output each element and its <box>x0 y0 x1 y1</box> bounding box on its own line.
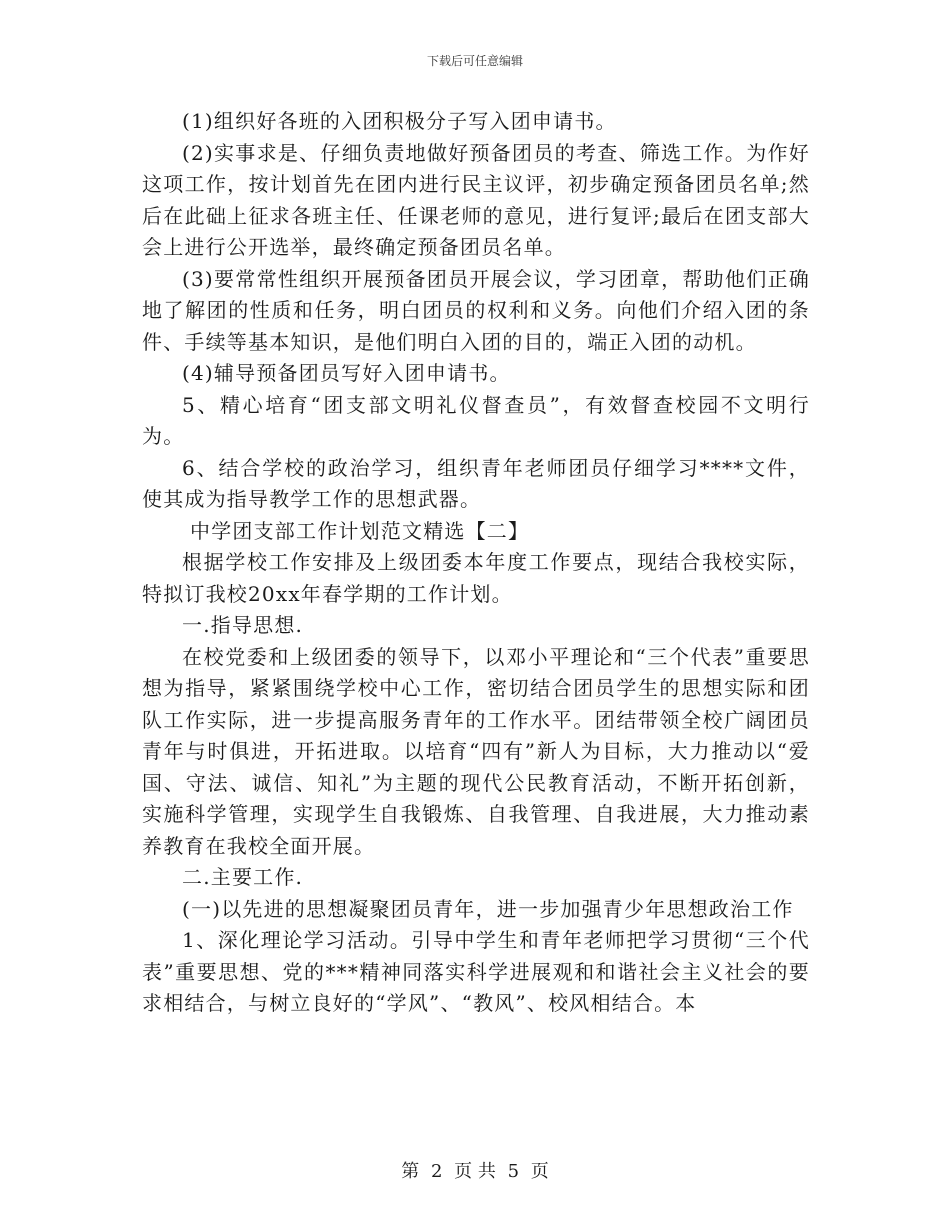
section-heading: 一.指导思想. <box>182 613 304 637</box>
paragraph: 根据学校工作安排及上级团委本年度工作要点，现结合我校实际，特拟订我校20xx年春学期的工作计划。 <box>142 550 810 606</box>
paragraph: 6、结合学校的政治学习，组织青年老师团员仔细学习****文件，使其成为指导教学工作的思想武器。 <box>142 455 810 511</box>
paragraph: (一)以先进的思想凝聚团员青年，进一步加强青少年思想政治工作 <box>182 896 794 921</box>
paragraph: 1、深化理论学习活动。引导中学生和青年老师把学习贯彻“三个代表”重要思想、党的***精神同落实科学进展观和和谐社会主义社会的要求相结合，与树立良好的“学风”、“教风”、校风相结合。本 <box>142 928 810 1015</box>
header-note: 下载后可任意编辑 <box>426 54 523 68</box>
page-footer <box>0 1157 950 1183</box>
paragraph: (2)实事求是、仔细负责地做好预备团员的考查、筛选工作。为作好这项工作，按计划首先在团内进行民主议评，初步确定预备团员名单;然后在此础上征求各班主任、任课老师的意见，进行复评;最后在团支部大会上进行公开选举，最终确定预备团员名单。 <box>142 140 810 259</box>
page-header <box>0 52 950 69</box>
footer-current-page: 2 <box>430 1161 443 1182</box>
paragraph: 5、精心培育“团支部文明礼仪督查员”，有效督查校园不文明行为。 <box>142 392 810 448</box>
section-heading: 二.主要工作. <box>182 865 304 889</box>
footer-suffix: 页 <box>530 1161 549 1182</box>
document-body <box>142 106 810 1020</box>
paragraph: (4)辅导预备团员写好入团申请书。 <box>182 361 511 385</box>
footer-total-pages: 5 <box>507 1161 520 1182</box>
footer-middle: 页 共 <box>454 1161 496 1182</box>
paragraph: 在校党委和上级团委的领导下，以邓小平理论和“三个代表”重要思想为指导，紧紧围绕学校中心工作，密切结合团员学生的思想实际和团队工作实际，进一步提高服务青年的工作水平。团结带领全校广阔团员青年与时俱进，开拓进取。以培育“四有”新人为目标，大力推动以“爱国、守法、诚信、知礼”为主题的现代公民教育活动，不断开拓创新，实施科学管理，实现学生自我锻炼、自我管理、自我进展，大力推动素养教育在我校全面开展。 <box>142 644 810 858</box>
paragraph: (3)要常常性组织开展预备团员开展会议，学习团章，帮助他们正确地了解团的性质和任务，明白团员的权利和义务。向他们介绍入团的条件、手续等基本知识，是他们明白入团的目的，端正入团的动机。 <box>142 266 810 354</box>
paragraph: (1)组织好各班的入团积极分子写入团申请书。 <box>182 109 617 133</box>
footer-prefix: 第 <box>401 1161 420 1182</box>
section-title: 中学团支部工作计划范文精选【二】 <box>190 518 530 543</box>
